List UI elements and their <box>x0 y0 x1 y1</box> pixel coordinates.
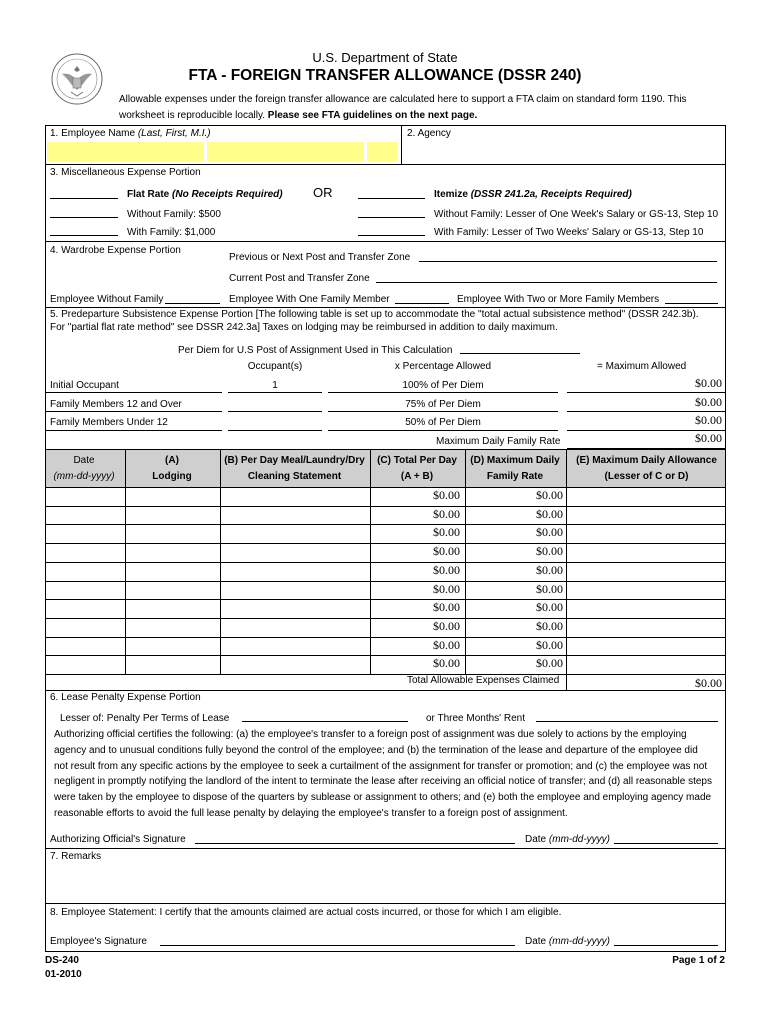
max-daily-rate-cell: $0.00 <box>536 638 563 652</box>
date-cell[interactable] <box>46 507 120 524</box>
misc-expense-title: 3. Miscellaneous Expense Portion <box>50 167 201 178</box>
total-per-day-cell: $0.00 <box>433 582 460 596</box>
flat-rate-label: Flat Rate (No Receipts Required) <box>127 189 283 200</box>
row-occupants-initial: 1 <box>272 380 278 391</box>
employee-date-field[interactable] <box>614 945 718 946</box>
without-family-itemized-field[interactable] <box>358 217 425 218</box>
auth-signature-label: Authorizing Official's Signature <box>50 834 186 845</box>
col-header-lodging: (A) <box>165 455 179 466</box>
lodging-cell[interactable] <box>127 525 215 542</box>
date-cell[interactable] <box>46 544 120 561</box>
remarks-field[interactable] <box>47 866 724 902</box>
certification-text: negligent in promptly notifying the landlord of the intent to terminate the lease after receiving an official notice of transfer; and (d) all reasonable steps <box>54 776 712 788</box>
page-number: Page 1 of 2 <box>672 955 725 966</box>
lodging-cell[interactable] <box>127 600 215 617</box>
date-cell[interactable] <box>46 619 120 636</box>
allowance-cell[interactable] <box>568 600 721 617</box>
wardrobe-expense-title: 4. Wardrobe Expense Portion <box>50 245 181 256</box>
three-months-field[interactable] <box>536 721 718 722</box>
row-max-initial: $0.00 <box>695 376 722 390</box>
col-subheader-lodging: Lodging <box>152 471 192 482</box>
intro-text: Allowable expenses under the foreign transfer allowance are calculated here to support a FTA claim on standard form 1190. This <box>119 94 687 105</box>
max-daily-rate-cell: $0.00 <box>536 656 563 670</box>
max-daily-rate-cell: $0.00 <box>536 582 563 596</box>
meal-cell[interactable] <box>222 525 365 542</box>
col-subheader-date: (mm-dd-yyyy) <box>53 471 115 482</box>
max-daily-rate-cell: $0.00 <box>536 525 563 539</box>
employee-without-family-label: Employee Without Family <box>50 294 164 305</box>
meal-cell[interactable] <box>222 488 365 505</box>
row-max-12-over: $0.00 <box>695 395 722 409</box>
with-family-flat-field[interactable] <box>50 235 118 236</box>
max-daily-rate-label: Maximum Daily Family Rate <box>436 436 561 447</box>
col-subheader-max-daily-rate: Family Rate <box>486 471 544 482</box>
itemize-field[interactable] <box>358 198 425 199</box>
row-percent-initial: 100% of Per Diem <box>402 380 484 391</box>
or-label: OR <box>313 185 333 200</box>
total-per-day-cell: $0.00 <box>433 544 460 558</box>
three-months-label: or Three Months' Rent <box>426 713 525 724</box>
lodging-cell[interactable] <box>127 563 215 580</box>
per-diem-label: Per Diem for U.S Post of Assignment Used in This Calculation <box>178 345 453 356</box>
lease-penalty-title: 6. Lease Penalty Expense Portion <box>50 692 201 703</box>
meal-cell[interactable] <box>222 563 365 580</box>
meal-cell[interactable] <box>222 544 365 561</box>
prev-post-field[interactable] <box>419 261 717 262</box>
current-post-field[interactable] <box>376 282 717 283</box>
lodging-cell[interactable] <box>127 544 215 561</box>
without-family-flat-label: Without Family: $500 <box>127 209 221 220</box>
employee-date-label: Date (mm-dd-yyyy) <box>525 936 611 947</box>
percentage-header: x Percentage Allowed <box>394 361 492 372</box>
lodging-cell[interactable] <box>127 488 215 505</box>
row-percent-under-12: 50% of Per Diem <box>405 417 481 428</box>
row-occupants-12-over-field[interactable] <box>228 393 322 412</box>
intro-text-2: worksheet is reproducible locally. Please see FTA guidelines on the next page. <box>119 110 478 121</box>
total-per-day-cell: $0.00 <box>433 507 460 521</box>
max-daily-rate-cell: $0.00 <box>536 507 563 521</box>
col-subheader-meal-laundry: Cleaning Statement <box>247 471 342 482</box>
department-name: U.S. Department of State <box>312 50 458 65</box>
row-occupants-under-12-field[interactable] <box>228 412 322 431</box>
lodging-cell[interactable] <box>127 619 215 636</box>
occupants-header: Occupant(s) <box>247 361 303 372</box>
prev-post-label: Previous or Next Post and Transfer Zone <box>229 252 411 263</box>
max-allowed-header: = Maximum Allowed <box>597 361 687 372</box>
total-label: Total Allowable Expenses Claimed <box>407 675 560 686</box>
col-header-date: Date <box>73 455 95 466</box>
auth-date-field[interactable] <box>614 843 718 844</box>
lodging-cell[interactable] <box>127 638 215 655</box>
first-name-field[interactable] <box>207 142 364 161</box>
col-header-max-daily-allowance: (E) Maximum Daily Allowance <box>576 455 717 466</box>
employee-one-family-label: Employee With One Family Member <box>229 294 390 305</box>
row-label-initial: Initial Occupant <box>50 380 119 391</box>
col-header-max-daily-rate: (D) Maximum Daily <box>470 455 560 466</box>
employee-signature-label: Employee's Signature <box>50 936 147 947</box>
employee-one-family-field[interactable] <box>395 303 449 304</box>
meal-cell[interactable] <box>222 507 365 524</box>
meal-cell[interactable] <box>222 638 365 655</box>
col-subheader-max-daily-allowance: (Lesser of C or D) <box>604 471 689 482</box>
lodging-cell[interactable] <box>127 656 215 673</box>
meal-cell[interactable] <box>222 600 365 617</box>
with-family-flat-label: With Family: $1,000 <box>127 227 216 238</box>
col-header-total-per-day: (C) Total Per Day <box>377 455 457 466</box>
subsistence-title: 5. Predeparture Subsistence Expense Portion [The following table is set up to accommodate the "total actual subsistence method" (DSSR 242.3b). <box>50 309 699 320</box>
agency-label: 2. Agency <box>407 128 451 139</box>
date-cell[interactable] <box>46 600 120 617</box>
employee-statement: 8. Employee Statement: I certify that the amounts claimed are actual costs incurred, or those for which I am eligible. <box>50 907 562 918</box>
without-family-itemized-label: Without Family: Lesser of One Week's Salary or GS-13, Step 10 <box>434 209 719 220</box>
max-daily-rate-value: $0.00 <box>695 431 722 445</box>
auth-signature-field[interactable] <box>195 843 515 844</box>
max-daily-rate-cell: $0.00 <box>536 619 563 633</box>
middle-initial-field[interactable] <box>367 142 398 161</box>
date-cell[interactable] <box>46 488 120 505</box>
row-label-12-over: Family Members 12 and Over <box>50 399 182 410</box>
allowance-cell[interactable] <box>568 619 721 636</box>
with-family-itemized-label: With Family: Lesser of Two Weeks' Salary or GS-13, Step 10 <box>434 227 704 238</box>
auth-date-label: Date (mm-dd-yyyy) <box>525 834 611 845</box>
certification-text: reasonable efforts to avoid the full lease penalty by delaying the employee's transfer to a foreign post of assignment. <box>54 808 568 819</box>
guidelines-note: Please see FTA guidelines on the next page. <box>267 110 478 121</box>
employee-name-label: 1. Employee Name (Last, First, M.I.) <box>50 128 211 139</box>
remarks-title: 7. Remarks <box>50 851 102 862</box>
meal-cell[interactable] <box>222 619 365 636</box>
row-max-under-12: $0.00 <box>695 413 722 427</box>
certification-text: agency and to unusual conditions fully beyond the control of the employee; and (b) the termination of the lease and departure of the employee did <box>54 744 698 756</box>
max-daily-rate-cell: $0.00 <box>536 563 563 577</box>
allowance-cell[interactable] <box>568 563 721 580</box>
employee-without-family-field[interactable] <box>165 303 220 304</box>
certification-text: Authorizing official certifies the following: (a) the employee's transfer to a foreign post of assignment was due solely to actions by the employing <box>54 729 687 740</box>
certification-text: were taken by the employee to dispose of the quarters by sublease or assignment to others; and (e) both the employee and employing agency made <box>54 792 712 804</box>
col-header-meal-laundry: (B) Per Day Meal/Laundry/Dry <box>224 455 365 466</box>
itemize-label: Itemize (DSSR 241.2a, Receipts Required) <box>434 189 632 200</box>
employee-signature-field[interactable] <box>160 945 515 946</box>
employee-two-family-field[interactable] <box>665 303 718 304</box>
date-cell[interactable] <box>46 582 120 599</box>
total-per-day-cell: $0.00 <box>433 525 460 539</box>
last-name-field[interactable] <box>47 142 204 161</box>
form-number: DS-240 <box>45 955 79 966</box>
allowance-cell[interactable] <box>568 582 721 599</box>
form-title: FTA - FOREIGN TRANSFER ALLOWANCE (DSSR 240) <box>188 67 582 84</box>
meal-cell[interactable] <box>222 656 365 673</box>
with-family-itemized-field[interactable] <box>358 235 425 236</box>
date-cell[interactable] <box>46 656 120 673</box>
lesser-of-label: Lesser of: Penalty Per Terms of Lease <box>60 713 230 724</box>
lodging-cell[interactable] <box>127 582 215 599</box>
total-per-day-cell: $0.00 <box>433 638 460 652</box>
current-post-label: Current Post and Transfer Zone <box>229 273 370 284</box>
total-per-day-cell: $0.00 <box>433 619 460 633</box>
row-percent-12-over: 75% of Per Diem <box>405 399 481 410</box>
date-cell[interactable] <box>46 563 120 580</box>
allowance-cell[interactable] <box>568 544 721 561</box>
allowance-cell[interactable] <box>568 488 721 505</box>
subsistence-title-2: For "partial flat rate method" see DSSR 242.3a] Taxes on lodging may be reimbursed in addition to daily maximum. <box>50 322 558 333</box>
max-daily-rate-cell: $0.00 <box>536 600 563 614</box>
certification-text: not result from any specific actions by the employee to seek a curtailment of the assignment for transfer or promotion; and (c) the employee was not <box>54 760 708 772</box>
col-subheader-total-per-day: (A + B) <box>400 471 434 482</box>
date-cell[interactable] <box>46 525 120 542</box>
max-daily-rate-cell: $0.00 <box>536 488 563 502</box>
per-diem-field[interactable] <box>460 353 580 354</box>
max-daily-rate-cell: $0.00 <box>536 544 563 558</box>
total-per-day-cell: $0.00 <box>433 600 460 614</box>
allowance-cell[interactable] <box>568 638 721 655</box>
total-per-day-cell: $0.00 <box>433 656 460 670</box>
penalty-per-lease-field[interactable] <box>242 721 408 722</box>
lodging-cell[interactable] <box>127 507 215 524</box>
meal-cell[interactable] <box>222 582 365 599</box>
flat-rate-field[interactable] <box>50 198 118 199</box>
allowance-cell[interactable] <box>568 656 721 673</box>
employee-two-family-label: Employee With Two or More Family Members <box>457 294 660 305</box>
row-label-under-12: Family Members Under 12 <box>50 417 168 428</box>
total-per-day-cell: $0.00 <box>433 563 460 577</box>
total-per-day-cell: $0.00 <box>433 488 460 502</box>
date-cell[interactable] <box>46 638 120 655</box>
allowance-cell[interactable] <box>568 525 721 542</box>
allowance-cell[interactable] <box>568 507 721 524</box>
form-date: 01-2010 <box>45 969 82 980</box>
total-value: $0.00 <box>695 676 722 690</box>
without-family-flat-field[interactable] <box>50 217 118 218</box>
